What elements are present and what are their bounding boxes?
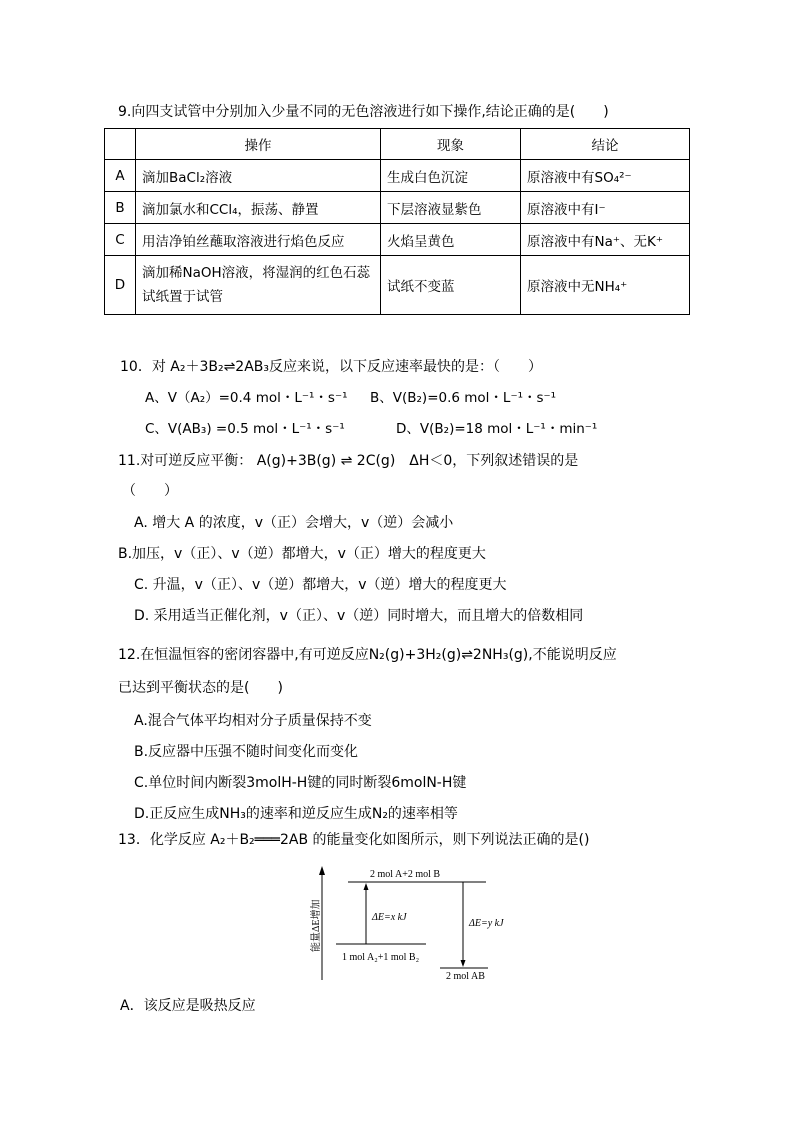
- q13-option-a: A．该反应是吸热反应: [120, 998, 256, 1014]
- q11-option-c: C. 升温，v（正）、v（逆）都增大，v（逆）增大的程度更大: [134, 577, 507, 593]
- operation-cell: 滴加BaCl₂溶液: [136, 160, 381, 192]
- conclusion-cell: 原溶液中有I⁻: [521, 192, 690, 224]
- table-row: [105, 256, 690, 315]
- q11-option-a: A. 增大 A 的浓度，v（正）会增大，v（逆）会减小: [134, 515, 454, 531]
- release-arrowhead: [461, 960, 466, 967]
- q10-option-b: B、V(B₂)=0.6 mol・L⁻¹・s⁻¹: [370, 390, 557, 406]
- q11-option-d: D. 采用适当正催化剂，v（正）、v（逆）同时增大，而且增大的倍数相同: [134, 608, 584, 624]
- y-axis-label: 能量ΔE增加: [311, 899, 322, 952]
- q9-stem: 9.向四支试管中分别加入少量不同的无色溶液进行如下操作,结论正确的是( ): [118, 104, 609, 120]
- q9-table: [104, 128, 690, 315]
- row-label: B: [105, 192, 136, 224]
- operation-cell: 滴加氯水和CCl₄，振荡、静置: [136, 192, 381, 224]
- q12-option-a: A.混合气体平均相对分子质量保持不变: [134, 713, 372, 729]
- q11-paren: （ ）: [122, 483, 178, 499]
- header-blank: [105, 129, 136, 160]
- release-arrow-label: ΔE=y kJ: [469, 918, 504, 929]
- table-row: [105, 192, 690, 224]
- header-operation: 操作: [136, 129, 381, 160]
- q10-option-c: C、V(AB₃) =0.5 mol・L⁻¹・s⁻¹: [145, 421, 345, 437]
- top-level-label: 2 mol A+2 mol B: [370, 869, 441, 880]
- conclusion-cell: 原溶液中有SO₄²⁻: [521, 160, 690, 192]
- q12-option-c: C.单位时间内断裂3molH-H键的同时断裂6molN-H键: [134, 775, 467, 791]
- q12-option-d: D.正反应生成NH₃的速率和逆反应生成N₂的速率相等: [134, 806, 458, 822]
- q12-stem-line2: 已达到平衡状态的是( ): [118, 680, 283, 696]
- q10-option-a: A、V（A₂）=0.4 mol・L⁻¹・s⁻¹: [145, 390, 348, 406]
- row-label: D: [105, 256, 136, 315]
- conclusion-cell: 原溶液中有Na⁺、无K⁺: [521, 224, 690, 256]
- operation-cell: 滴加稀NaOH溶液，将湿润的红色石蕊试纸置于试管: [136, 256, 381, 315]
- q10-option-d: D、V(B₂)=18 mol・L⁻¹・min⁻¹: [396, 421, 598, 437]
- header-phenomenon: 现象: [381, 129, 521, 160]
- table-header-row: [105, 129, 690, 160]
- q11-option-b: B.加压，v（正）、v（逆）都增大，v（正）增大的程度更大: [118, 546, 486, 562]
- q10-stem: 10．对 A₂＋3B₂⇌2AB₃反应来说，以下反应速率最快的是：（ ）: [120, 359, 543, 375]
- operation-cell: 用洁净铂丝蘸取溶液进行焰色反应: [136, 224, 381, 256]
- q13-stem: 13．化学反应 A₂＋B₂═══2AB 的能量变化如图所示，则下列说法正确的是(): [118, 832, 590, 848]
- row-label: C: [105, 224, 136, 256]
- phenomenon-cell: 下层溶液显紫色: [381, 192, 521, 224]
- phenomenon-cell: 试纸不变蓝: [381, 256, 521, 315]
- table-row: [105, 160, 690, 192]
- absorb-arrowhead: [364, 883, 369, 890]
- header-conclusion: 结论: [521, 129, 690, 160]
- q12-stem-line1: 12.在恒温恒容的密闭容器中,有可逆反应N₂(g)+3H₂(g)⇌2NH₃(g),不能说明反应: [118, 647, 617, 663]
- phenomenon-cell: 火焰呈黄色: [381, 224, 521, 256]
- q11-stem: 11.对可逆反应平衡： A(g)+3B(g) ⇌ 2C(g) ΔH＜0，下列叙述错误的是: [118, 453, 579, 469]
- absorb-arrow-label: ΔE=x kJ: [372, 912, 407, 923]
- phenomenon-cell: 生成白色沉淀: [381, 160, 521, 192]
- energy-diagram: [300, 862, 520, 986]
- row-label: A: [105, 160, 136, 192]
- q12-option-b: B.反应器中压强不随时间变化而变化: [134, 744, 359, 760]
- right-level-label: 2 mol AB: [446, 971, 485, 982]
- y-axis-arrowhead: [319, 866, 325, 875]
- left-level-label: 1 mol A₂+1 mol B₂: [342, 952, 420, 963]
- conclusion-cell: 原溶液中无NH₄⁺: [521, 256, 690, 315]
- table-row: [105, 224, 690, 256]
